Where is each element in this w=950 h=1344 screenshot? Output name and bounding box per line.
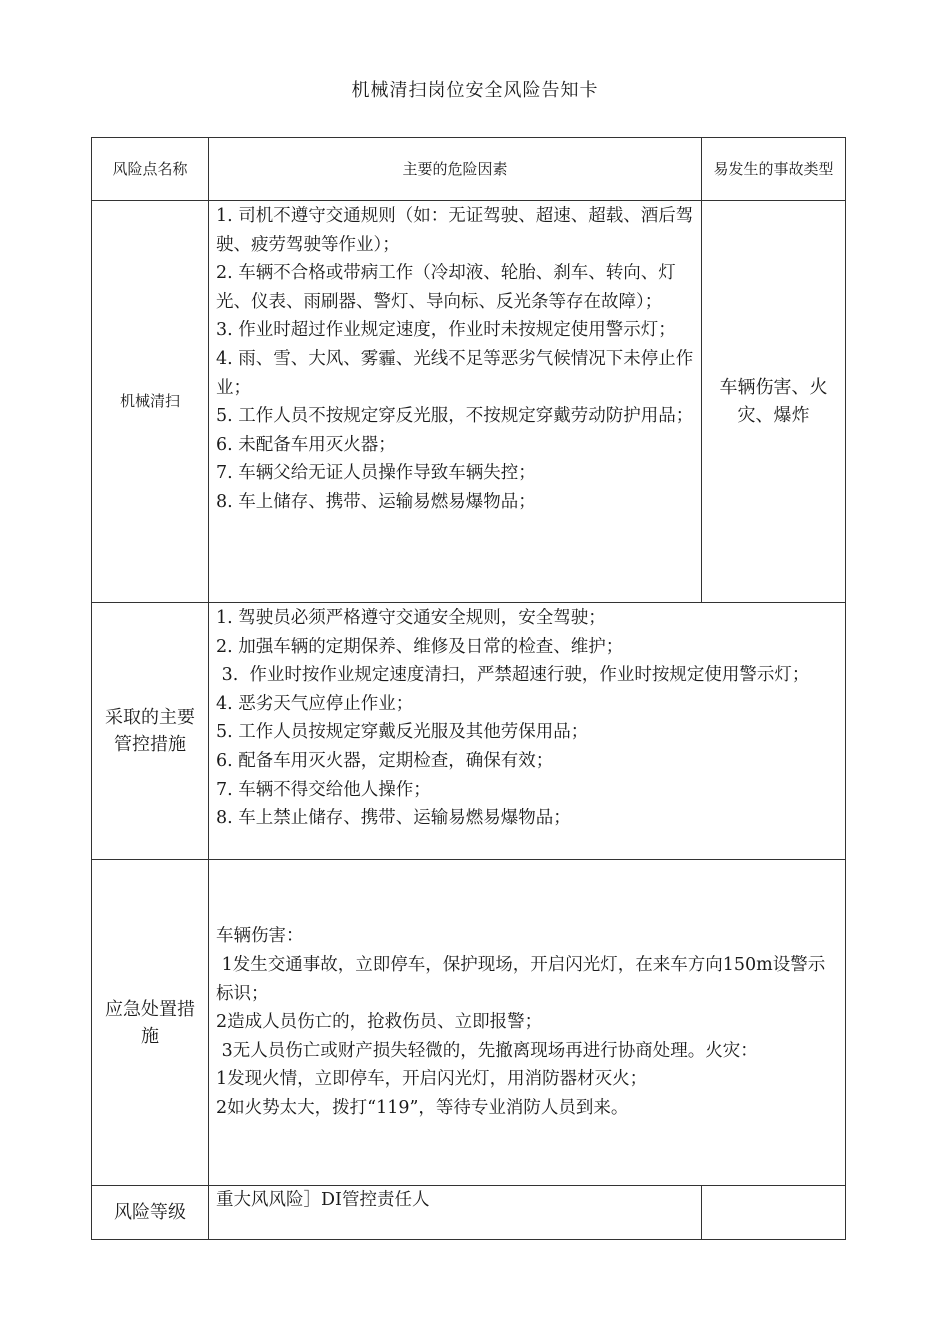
list-item: 2. 加强车辆的定期保养、维修及日常的检查、维护； <box>216 636 624 657</box>
risk-level-value: 重大风风险］DI管控责任人 <box>209 1186 702 1240</box>
list-item: 7. 车辆不得交给他人操作； <box>216 779 431 800</box>
list-item: 5. 工作人员不按规定穿反光服，不按规定穿戴劳动防护用品； <box>216 406 694 427</box>
list-item: 2如火势太大，拨打“119”，等待专业消防人员到来。 <box>216 1097 629 1118</box>
list-item: 7. 车辆父给无证人员操作导致车辆失控； <box>216 463 536 484</box>
table-header-row <box>92 138 846 201</box>
risk-notice-table <box>91 137 846 1240</box>
header-hazards: 主要的危险因素 <box>209 138 702 201</box>
emergency-row <box>92 860 846 1186</box>
list-item: 1. 驾驶员必须严格遵守交通安全规则，安全驾驶； <box>216 608 606 628</box>
accident-types: 车辆伤害、火灾、爆炸 <box>702 201 846 603</box>
emergency-label: 应急处置措施 <box>92 860 209 1186</box>
list-item: 3无人员伤亡或财产损失轻微的，先撤离现场再进行协商处理。火灾： <box>216 1040 758 1061</box>
list-item: 1. 司机不遵守交通规则（如：无证驾驶、超速、超载、酒后驾驶、疲劳驾驶等作业）； <box>216 206 694 255</box>
risk-level-row <box>92 1186 846 1240</box>
page-title: 机械清扫岗位安全风险告知卡 <box>351 80 599 101</box>
list-item: 2. 车辆不合格或带病工作（冷却液、轮胎、刹车、转向、灯光、仪表、雨刷器、警灯、导向标、反光条等存在故障）； <box>216 263 676 312</box>
risk-point-name: 机械清扫 <box>92 201 209 603</box>
header-risk-point: 风险点名称 <box>92 138 209 201</box>
control-measures-label: 采取的主要管控措施 <box>92 603 209 860</box>
control-measures-list <box>209 603 846 860</box>
list-item: 6. 配备车用灭火器，定期检查，确保有效； <box>216 750 554 771</box>
list-item: 1发生交通事故，立即停车，保护现场，开启闪光灯，在来车方向150m设警示标识； <box>216 955 826 1004</box>
header-accident-type: 易发生的事故类型 <box>702 138 846 201</box>
list-item: 6. 未配备车用灭火器； <box>216 434 396 455</box>
list-item: 3. 作业时超过作业规定速度，作业时未按规定使用警示灯； <box>216 320 676 341</box>
list-item: 车辆伤害： <box>216 926 304 947</box>
emergency-measures <box>209 860 846 1186</box>
list-item: 8. 车上储存、携带、运输易燃易爆物品； <box>216 491 536 512</box>
list-item: 5. 工作人员按规定穿戴反光服及其他劳保用品； <box>216 722 589 743</box>
hazard-row <box>92 201 846 603</box>
hazard-list <box>209 201 702 603</box>
control-measures-row <box>92 603 846 860</box>
list-item: 4. 恶劣天气应停止作业； <box>216 693 414 714</box>
list-item: 2造成人员伤亡的，抢救伤员、立即报警； <box>216 1012 543 1033</box>
list-item: 1发现火情，立即停车，开启闪光灯，用消防器材灭火； <box>216 1069 648 1090</box>
list-item: 8. 车上禁止储存、携带、运输易燃易爆物品； <box>216 808 571 829</box>
list-item: 3. 作业时按作业规定速度清扫，严禁超速行驶，作业时按规定使用警示灯； <box>216 665 810 686</box>
list-item: 4. 雨、雪、大风、雾霾、光线不足等恶劣气候情况下未停止作业； <box>216 348 694 398</box>
responsible-person <box>702 1186 846 1240</box>
risk-level-label: 风险等级 <box>92 1186 209 1240</box>
